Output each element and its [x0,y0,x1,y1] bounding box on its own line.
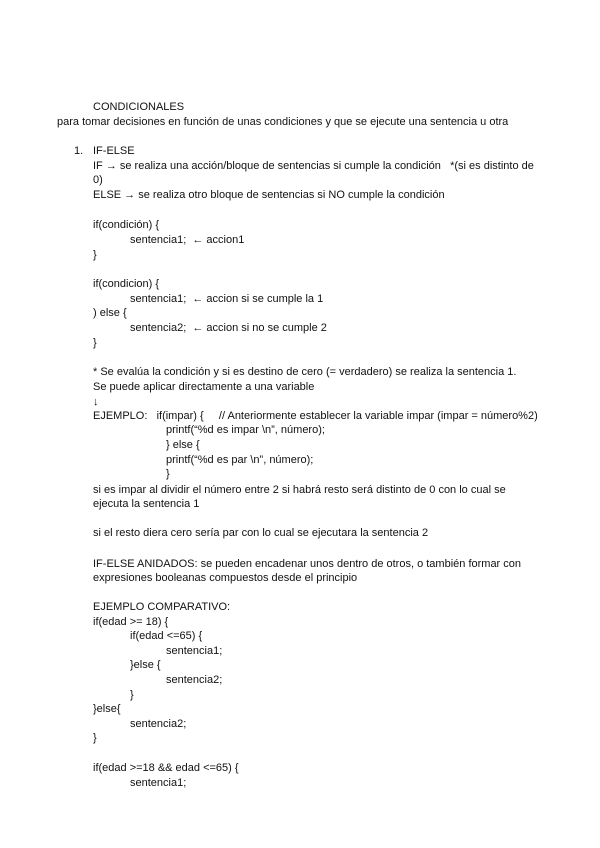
else-description: ELSE → se realiza otro bloque de sentencias si NO cumple la condición [93,189,445,201]
code2-close: } [93,337,97,349]
note-line2: Se puede aplicar directamente a una variable [93,381,315,393]
example-line5: } [166,468,170,480]
comparative-line9: } [93,732,97,744]
page-title: CONDICIONALES [93,101,185,113]
and-line2: sentencia1; [130,777,187,789]
note-line1: * Se evalúa la condición y si es destino de cero (= verdadero) se realiza la sentencia 1. [93,366,517,378]
comparative-line7: }else{ [93,703,121,715]
comparative-line8: sentencia2; [130,718,187,730]
example-line3: } else { [166,439,200,451]
code1-body: sentencia1; ← accion1 [130,234,245,246]
code2-else: ) else { [93,307,127,319]
nested-line2: expresiones booleanas compuestos desde el principio [93,572,358,584]
explanation-line1: si es impar al dividir el número entre 2 si habrá resto será distinto de 0 con lo cual se [93,484,506,496]
and-line1: if(edad >=18 && edad <=65) { [93,762,239,774]
comparative-line2: if(edad <=65) { [130,630,203,642]
code2-body1: sentencia1; ← accion si se cumple la 1 [130,293,324,305]
code2-open: if(condicion) { [93,278,160,290]
comparative-line1: if(edad >= 18) { [93,616,169,628]
section-number: 1. [74,145,84,157]
down-arrow-icon: ↓ [93,396,99,408]
if-description: IF → se realiza una acción/bloque de sentencias si cumple la condición *(si es distinto de [93,160,534,172]
comparative-line5: sentencia2; [166,674,223,686]
section-title: IF-ELSE [93,145,135,157]
example-line2: printf(“%d es impar \n”, número); [166,424,325,436]
nested-line1: IF-ELSE ANIDADOS: se pueden encadenar unos dentro de otros, o también formar con [93,558,522,570]
comparative-line4: }else { [130,659,161,671]
comparative-title: EJEMPLO COMPARATIVO: [93,601,231,613]
explanation-line2: ejecuta la sentencia 1 [93,498,200,510]
if-description-cont: 0) [93,174,103,186]
code1-close: } [93,249,97,261]
code2-body2: sentencia2; ← accion si no se cumple 2 [130,322,327,334]
comparative-line3: sentencia1; [166,645,223,657]
example-line1: EJEMPLO: if(impar) { // Anteriormente establecer la variable impar (impar = número%2) [93,410,538,422]
intro-text: para tomar decisiones en función de unas condiciones y que se ejecute una sentencia u otra [57,116,509,128]
example-line4: printf(“%d es par \n”, número); [166,454,314,466]
explanation-line3: si el resto diera cero sería par con lo cual se ejecutara la sentencia 2 [93,527,429,539]
code1-open: if(condición) { [93,219,160,231]
comparative-line6: } [130,689,134,701]
